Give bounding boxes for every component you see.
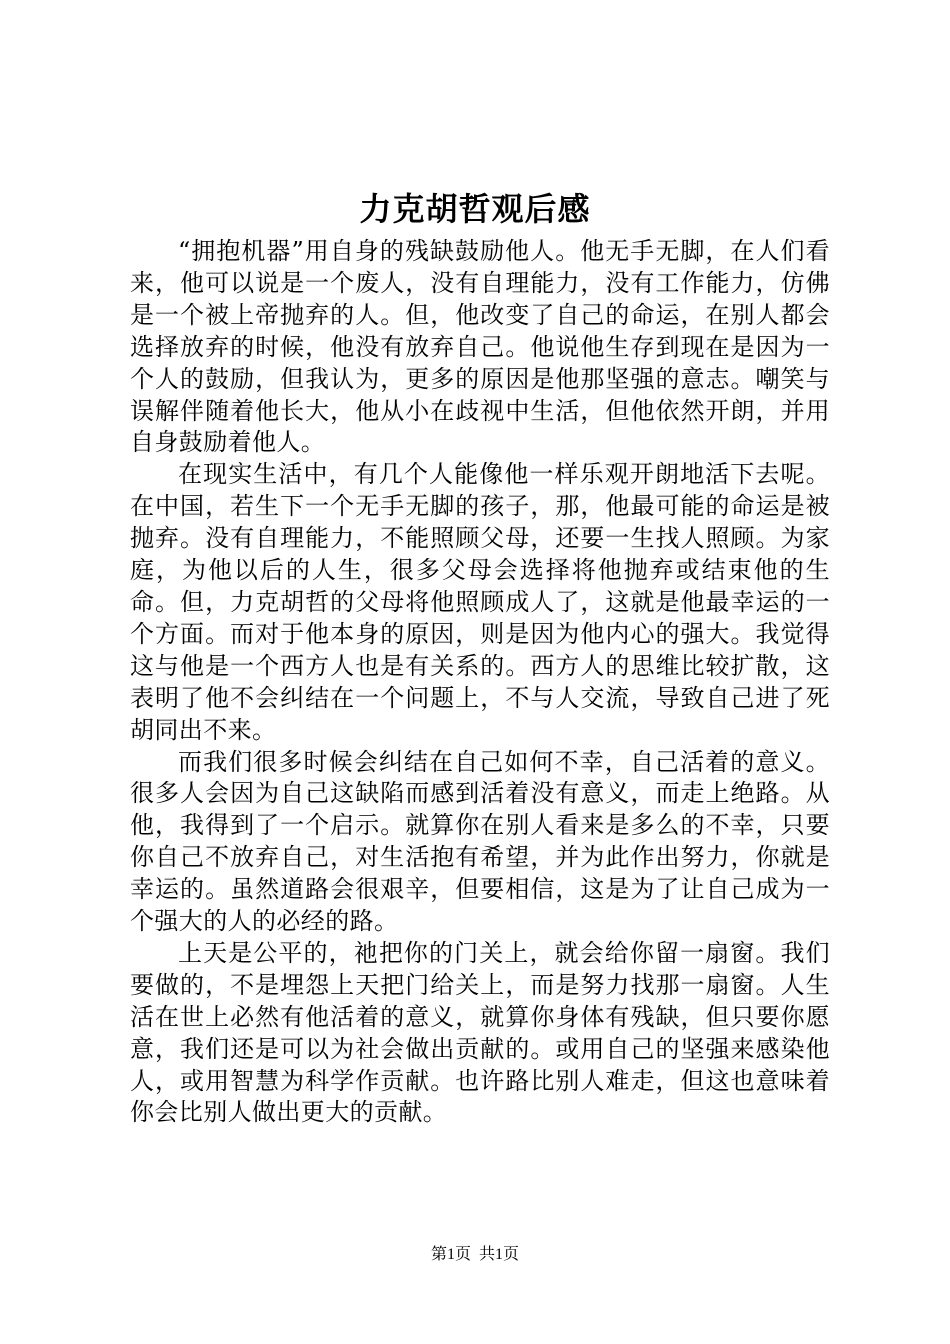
paragraph-3: 而我们很多时候会纠结在自己如何不幸，自己活着的意义。很多人会因为自己这缺陷而感到活着没有意义，而走上绝路。从他，我得到了一个启示。就算你在别人看来是多么的不幸，只要你自己不放弃自己，对生活抱有希望，并为此作出努力，你就是幸运的。虽然道路会很艰辛，但要相信，这是为了让自己成为一个强大的人的必经的路。 [130, 747, 830, 936]
document-title: 力克胡哲观后感 [359, 190, 591, 228]
page-footer [0, 1244, 950, 1266]
footer-separator [471, 1246, 479, 1263]
paragraph-1: “拥抱机器”用自身的残缺鼓励他人。他无手无脚，在人们看来，他可以说是一个废人，没有自理能力，没有工作能力，仿佛是一个被上帝抛弃的人。但，他改变了自己的命运，在别人都会选择放弃的时候，他没有放弃自己。他说他生存到现在是因为一个人的鼓励，但我认为，更多的原因是他那坚强的意志。嘲笑与误解伴随着他长大，他从小在歧视中生活，但他依然开朗，并用自身鼓励着他人。 [130, 237, 830, 457]
document-body [130, 236, 830, 1129]
page-total: 共1页 [479, 1246, 520, 1263]
page-number: 第1页 [430, 1246, 471, 1263]
paragraph-2: 在现实生活中，有几个人能像他一样乐观开朗地活下去呢。在中国，若生下一个无手无脚的孩子，那，他最可能的命运是被抛弃。没有自理能力，不能照顾父母，还要一生找人照顾。为家庭，为他以后的人生，很多父母会选择将他抛弃或结束他的生命。但，力克胡哲的父母将他照顾成人了，这就是他最幸运的一个方面。而对于他本身的原因，则是因为他内心的强大。我觉得这与他是一个西方人也是有关系的。西方人的思维比较扩散，这表明了他不会纠结在一个问题上，不与人交流，导致自己进了死胡同出不来。 [130, 460, 830, 744]
paragraph-4: 上天是公平的，祂把你的门关上，就会给你留一扇窗。我们要做的，不是埋怨上天把门给关上，而是努力找那一扇窗。人生活在世上必然有他活着的意义，就算你身体有残缺，但只要你愿意，我们还是可以为社会做出贡献的。或用自己的坚强来感染他人，或用智慧为科学作贡献。也许路比别人难走，但这也意味着你会比别人做出更大的贡献。 [130, 938, 830, 1127]
